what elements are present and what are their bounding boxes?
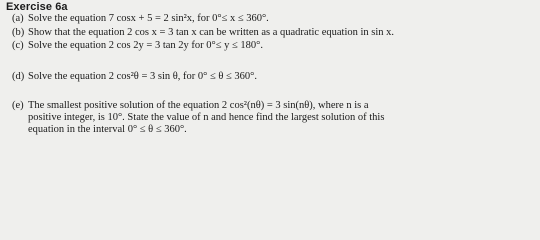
question-e	[12, 100, 384, 136]
question-b	[12, 27, 394, 39]
question-d	[12, 71, 257, 83]
question-c	[12, 40, 263, 52]
question-a	[12, 13, 269, 25]
question-label: (a)	[12, 13, 24, 24]
question-label: (c)	[12, 40, 24, 51]
question-text: Solve the equation 2 cos²θ = 3 sin θ, for 0° ≤ θ ≤ 360°.	[28, 71, 257, 82]
question-label: (b)	[12, 27, 25, 38]
question-label: (d)	[12, 71, 25, 82]
question-text: Show that the equation 2 cos x = 3 tan x can be written as a quadratic equation in sin x.	[28, 27, 395, 38]
question-text-line-3: equation in the interval 0° ≤ θ ≤ 360°.	[28, 124, 187, 135]
exercise-title: Exercise 6a	[6, 1, 68, 13]
question-label: (e)	[12, 100, 24, 111]
question-text: Solve the equation 7 cosx + 5 = 2 sin²x, for 0°≤ x ≤ 360°.	[28, 13, 269, 24]
question-text-line-2: positive integer, is 10°. State the value of n and hence find the largest solution of this	[28, 112, 385, 123]
question-text: Solve the equation 2 cos 2y = 3 tan 2y for 0°≤ y ≤ 180°.	[28, 40, 263, 51]
question-text-line-1: The smallest positive solution of the equation 2 cos²(nθ) = 3 sin(nθ), where n is a	[28, 100, 369, 111]
